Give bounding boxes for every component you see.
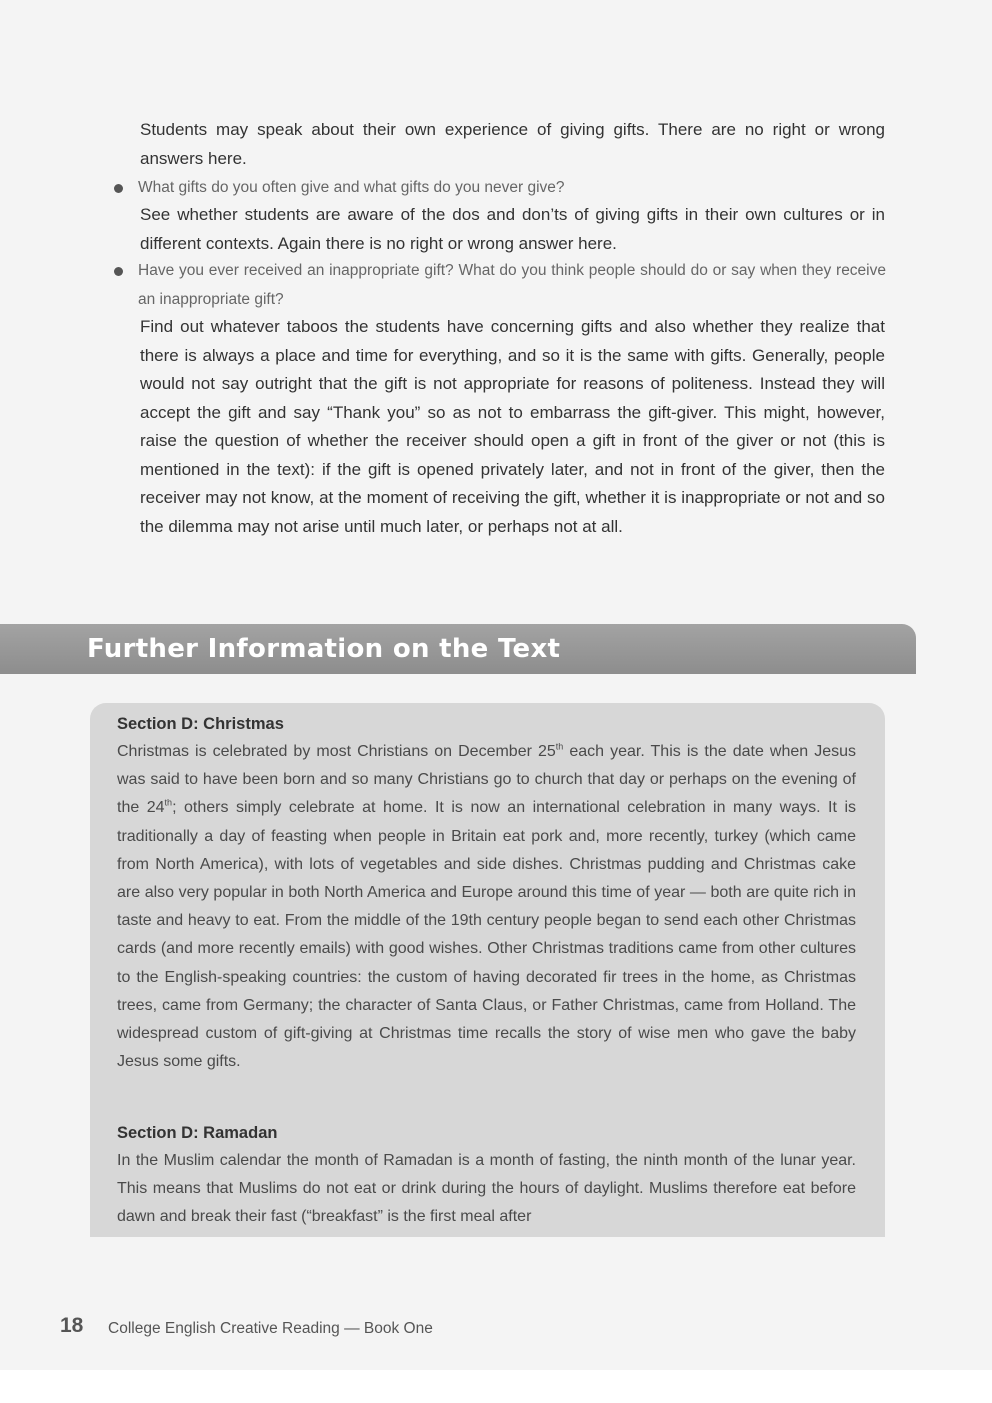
answer-1-text: See whether students are aware of the dos and don’ts of giving gifts in their own cultures or in different contexts. Again there is no right or wrong answer here.: [140, 205, 885, 253]
page-bottom-margin: [0, 1370, 992, 1403]
bullet-icon: [114, 184, 123, 193]
ramadan-section-title: Section D: Ramadan: [117, 1124, 278, 1142]
answer-2-text: Find out whatever taboos the students have concerning gifts and also whether they realize that there is always a place and time for everything, and so it is the same with gifts. Generally, people would not say outright that the gift is not appropriate for reasons of politeness. Instead they will accept the gift and say “Thank you” so as not to embarrass the gift-giver. This might, however, raise the question of whether the receiver should open a gift in front of the giver or not (this is mentioned in the text): if the gift is opened privately later, and not in front of the giver, then the receiver may not know, at the moment of receiving the gift, whether it is inappropriate or not and so the dilemma may not arise until much later, or perhaps not at all.: [140, 317, 885, 536]
page-number: 18: [60, 1314, 84, 1337]
banner-title: Further Information on the Text: [87, 634, 561, 664]
question-2-text: Have you ever received an inappropriate gift? What do you think people should do or say when they receive an inappropriate gift?: [138, 262, 886, 308]
intro-answer-text: Students may speak about their own experience of giving gifts. There are no right or wrong answers here.: [140, 120, 885, 168]
book-title: College English Creative Reading — Book One: [108, 1320, 433, 1337]
question-1-text: What gifts do you often give and what gifts do you never give?: [138, 179, 565, 196]
christmas-section-body: Christmas is celebrated by most Christians on December 25th each year. This is the date when Jesus was said to have been born and so many Christians go to church that day or perhaps on the evening of the 24th; others simply celebrate at home. It is now an international celebration in many ways. It is traditionally a day of feasting when people in Britain eat pork and, more recently, turkey (which came from North America), with lots of vegetables and side dishes. Christmas pudding and Christmas cake are also very popular in both North America and Europe around this time of year — both are quite rich in taste and heavy to eat. From the middle of the 19th century people began to send each other Christmas cards (and more recently emails) with good wishes. Other Christmas traditions came from other cultures to the English-speaking countries: the custom of having decorated fir trees in the home, as Christmas trees, came from Germany; the character of Santa Claus, or Father Christmas, came from Holland. The widespread custom of gift-giving at Christmas time recalls the story of wise men who gave the baby Jesus some gifts.: [117, 741, 857, 1071]
bullet-icon: [114, 267, 123, 276]
christmas-section-title: Section D: Christmas: [117, 715, 284, 733]
section-banner: [0, 624, 916, 674]
ramadan-section-body: In the Muslim calendar the month of Ramadan is a month of fasting, the ninth month of the lunar year. This means that Muslims do not eat or drink during the hours of daylight. Muslims therefore eat before dawn and break their fast (“breakfast” is the first meal after: [117, 1152, 856, 1226]
